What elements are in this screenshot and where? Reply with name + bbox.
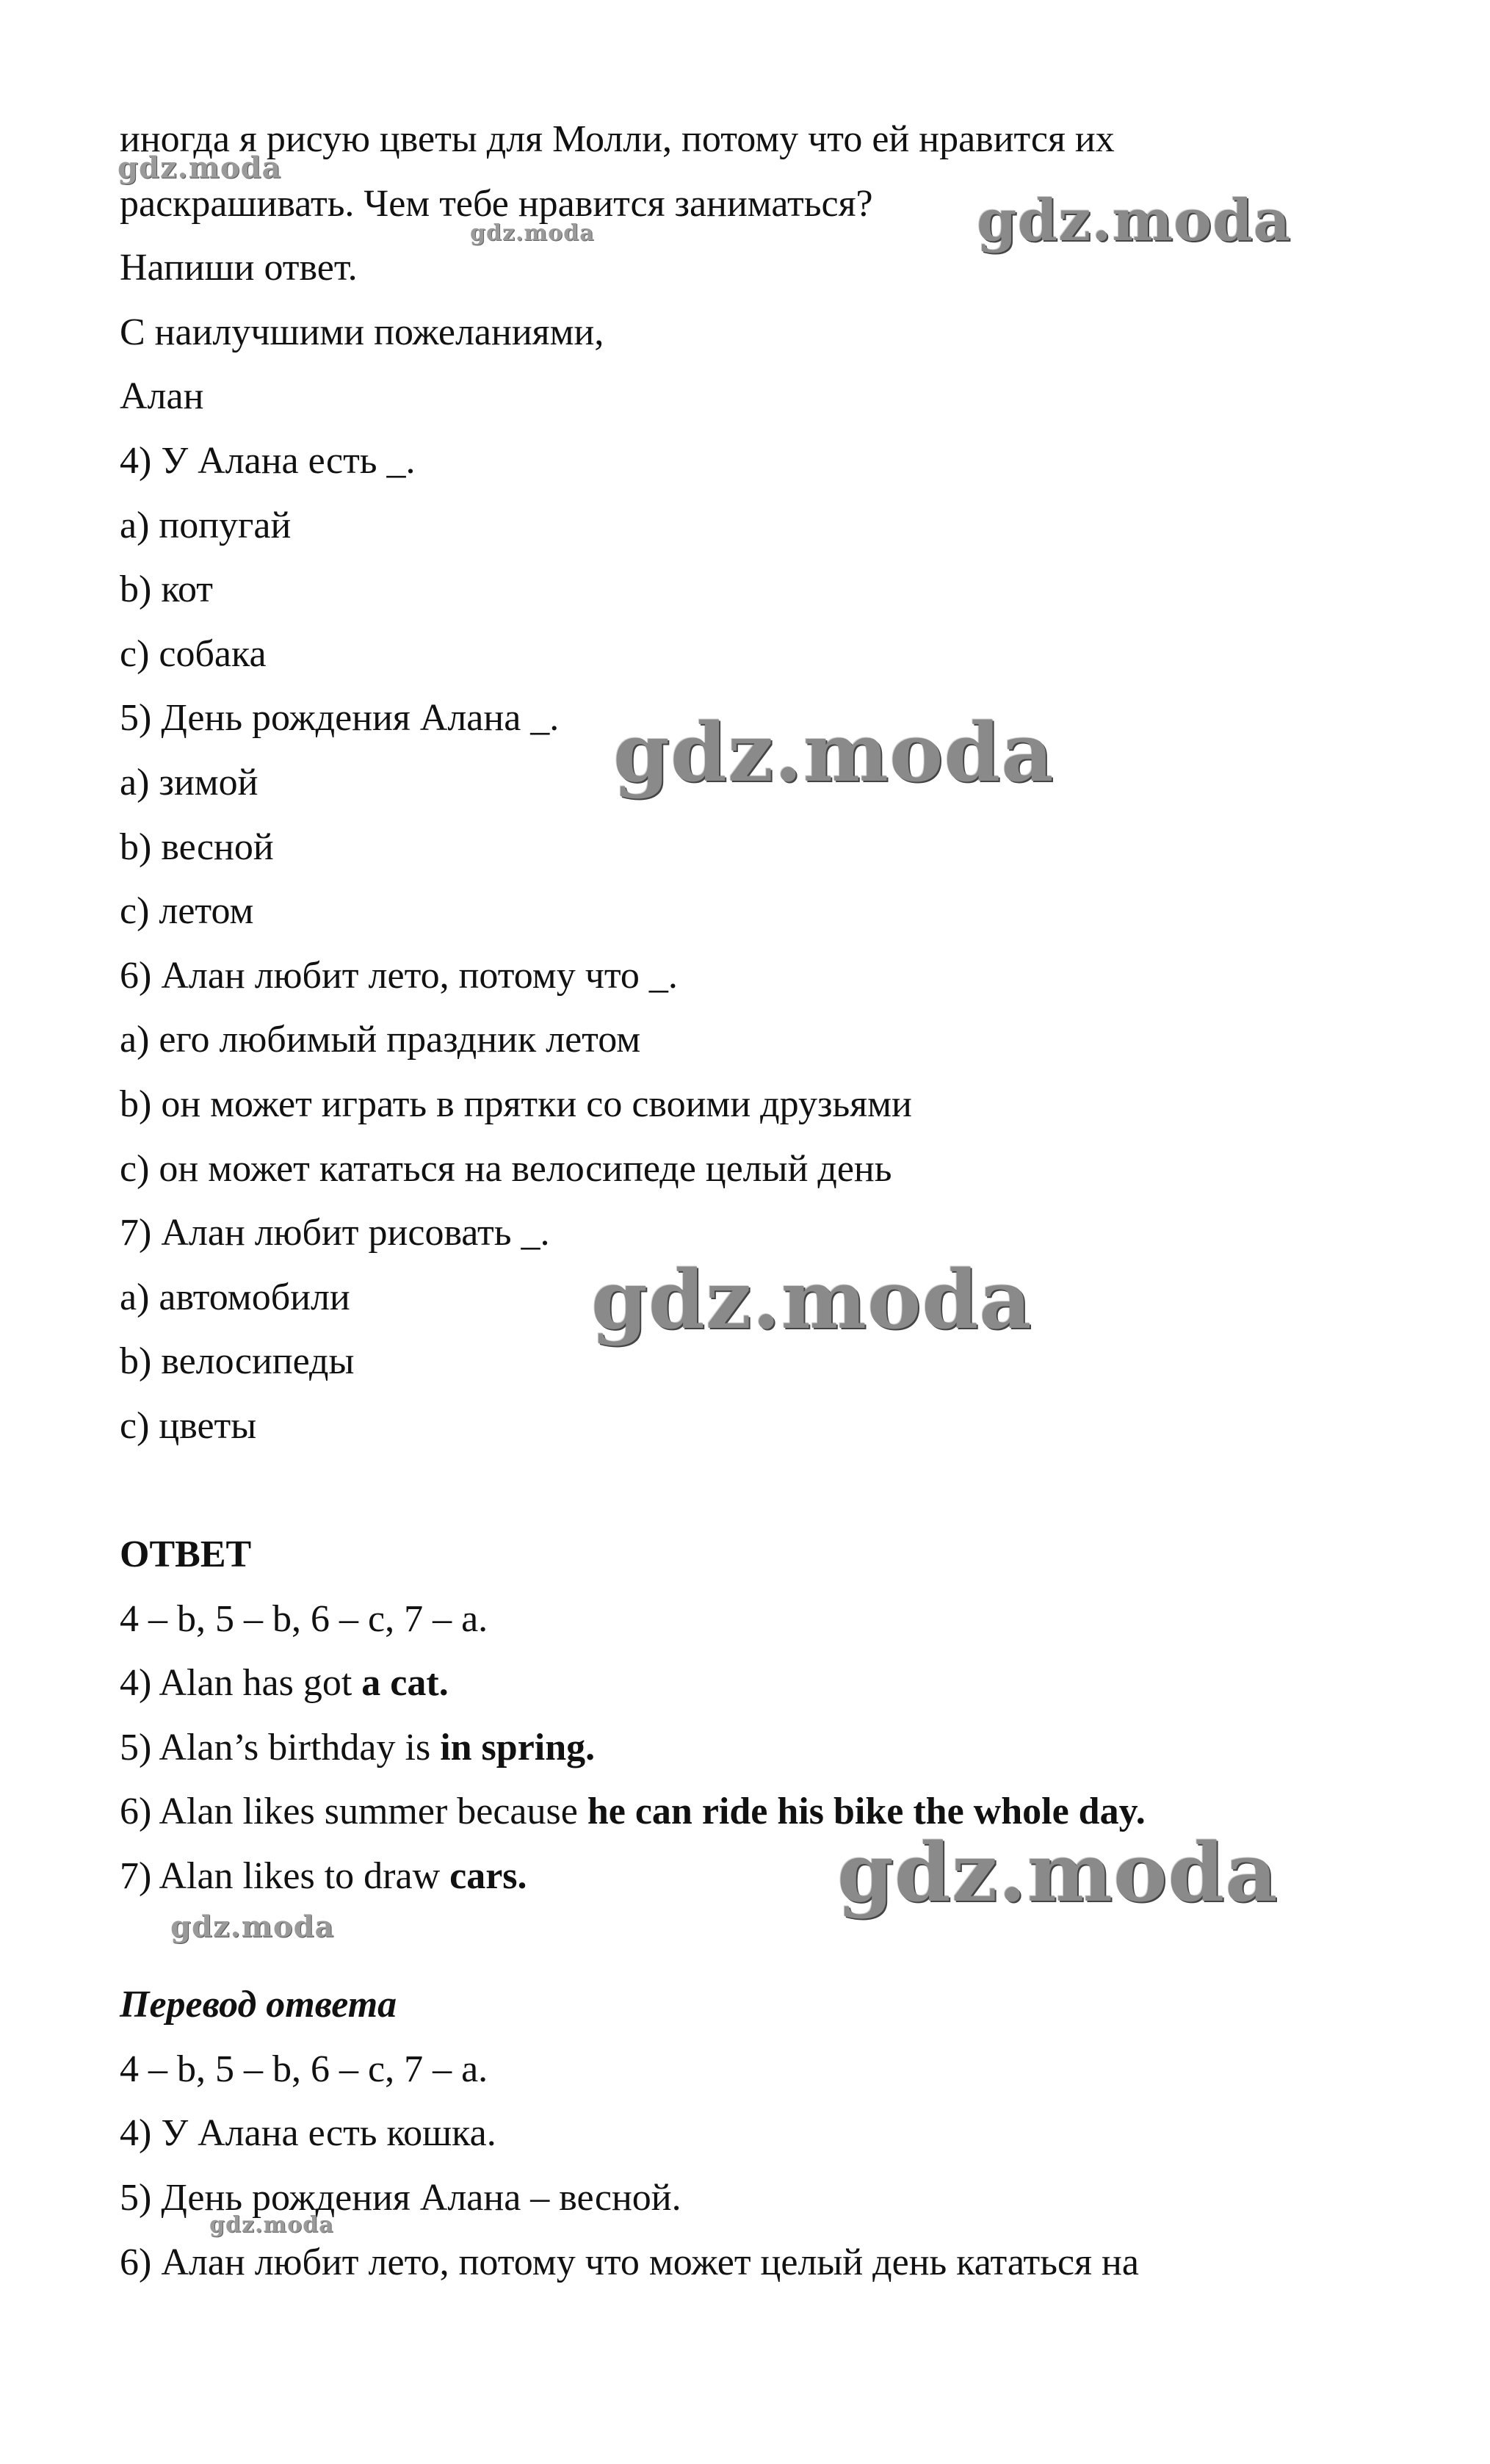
- text-line: Алан: [120, 375, 204, 417]
- option-6b: b) он может играть в прятки со своими друзьями: [120, 1083, 912, 1125]
- answer-highlight: a cat.: [361, 1662, 449, 1704]
- option-7c: c) цветы: [120, 1405, 257, 1447]
- watermark: gdz.moda: [209, 2212, 334, 2238]
- answer-heading: ОТВЕТ: [120, 1533, 252, 1575]
- option-5a: a) зимой: [120, 762, 258, 803]
- text-line: иногда я рисую цветы для Молли, потому что ей нравится их: [120, 118, 1115, 160]
- option-4b: b) кот: [120, 568, 213, 610]
- question-7: 7) Алан любит рисовать _.: [120, 1212, 550, 1254]
- answer-highlight: cars.: [449, 1855, 527, 1897]
- answer-highlight: in spring.: [440, 1727, 596, 1768]
- answer-text: 6) Alan likes summer because: [120, 1791, 587, 1832]
- option-4a: a) попугай: [120, 505, 292, 546]
- answer-line: [120, 1726, 595, 1770]
- answer-line: [120, 1790, 1146, 1834]
- option-6c: c) он может кататься на велосипеде целый день: [120, 1148, 892, 1190]
- answer-highlight: he can ride his bike the whole day.: [587, 1791, 1146, 1832]
- answer-text: 4) Alan has got: [120, 1662, 362, 1704]
- watermark: gdz.moda: [470, 220, 595, 246]
- translation-line: 6) Алан любит лето, потому что может целый день кататься на: [120, 2241, 1139, 2283]
- translation-key: 4 – b, 5 – b, 6 – c, 7 – a.: [120, 2048, 488, 2090]
- question-6: 6) Алан любит лето, потому что _.: [120, 955, 678, 997]
- option-7a: a) автомобили: [120, 1276, 350, 1318]
- option-7b: b) велосипеды: [120, 1340, 355, 1382]
- text-line: С наилучшими пожеланиями,: [120, 311, 604, 353]
- option-5b: b) весной: [120, 826, 274, 868]
- watermark: gdz.moda: [117, 151, 282, 185]
- watermark: gdz.moda: [613, 705, 1055, 800]
- question-5: 5) День рождения Алана _.: [120, 697, 560, 739]
- answer-text: 7) Alan likes to draw: [120, 1855, 450, 1897]
- watermark: gdz.moda: [591, 1252, 1032, 1347]
- answer-key: 4 – b, 5 – b, 6 – c, 7 – a.: [120, 1598, 488, 1640]
- watermark: gdz.moda: [170, 1910, 335, 1944]
- translation-heading: Перевод ответа: [120, 1984, 397, 2026]
- watermark: gdz.moda: [977, 187, 1292, 254]
- option-5c: c) летом: [120, 890, 254, 932]
- answer-text: 5) Alan’s birthday is: [120, 1727, 441, 1768]
- translation-line: 4) У Алана есть кошка.: [120, 2112, 496, 2154]
- answer-line: [120, 1661, 449, 1705]
- translation-line: 5) День рождения Алана – весной.: [120, 2177, 681, 2219]
- watermark: gdz.moda: [837, 1825, 1279, 1920]
- text-line: раскрашивать. Чем тебе нравится заниматься?: [120, 183, 873, 225]
- option-6a: a) его любимый праздник летом: [120, 1019, 641, 1061]
- answer-line: [120, 1854, 527, 1898]
- question-4: 4) У Алана есть _.: [120, 440, 416, 482]
- text-line: Напиши ответ.: [120, 247, 358, 289]
- option-4c: c) собака: [120, 633, 267, 675]
